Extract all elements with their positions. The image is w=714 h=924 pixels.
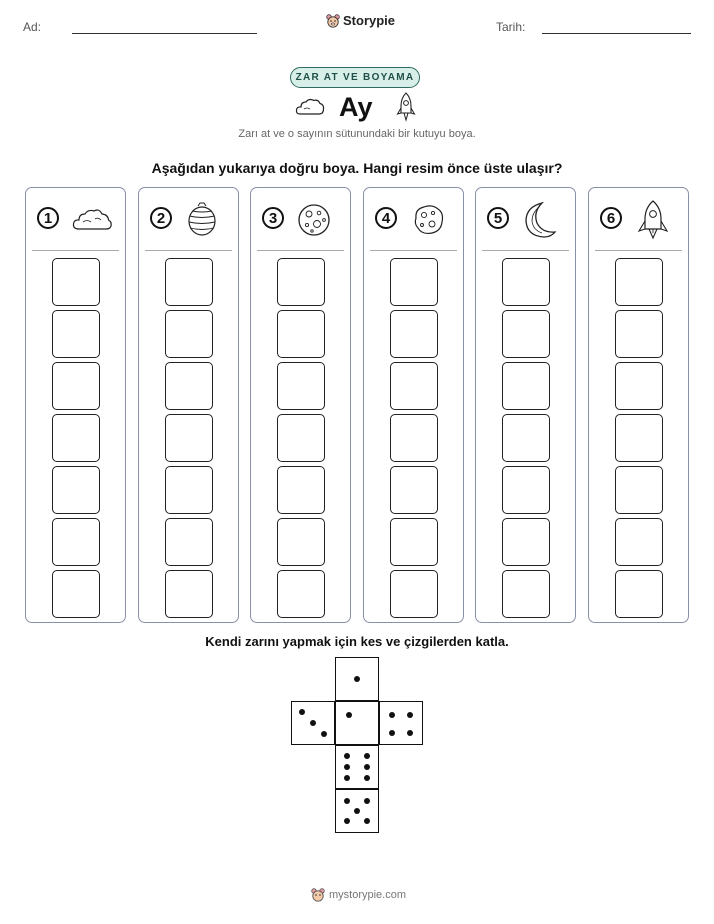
column-4	[363, 187, 464, 623]
column-header	[589, 188, 688, 250]
color-box[interactable]	[165, 570, 213, 618]
column-header	[139, 188, 238, 250]
die-pip	[389, 730, 395, 736]
die-face-right	[379, 701, 423, 745]
color-box[interactable]	[277, 570, 325, 618]
color-box[interactable]	[502, 310, 550, 358]
color-box[interactable]	[277, 362, 325, 410]
color-box[interactable]	[277, 414, 325, 462]
die-pip	[344, 798, 350, 804]
die-pip	[354, 676, 360, 682]
die-pip	[364, 775, 370, 781]
die-pip	[344, 818, 350, 824]
column-header	[251, 188, 350, 250]
die-pip	[344, 764, 350, 770]
die-face-bottom	[335, 789, 379, 833]
color-box[interactable]	[165, 518, 213, 566]
die-face-below-center	[335, 745, 379, 789]
brand-name: Storypie	[343, 13, 396, 28]
die-pip	[344, 775, 350, 781]
column-header	[476, 188, 575, 250]
column-3	[250, 187, 351, 623]
color-box[interactable]	[390, 258, 438, 306]
column-5	[475, 187, 576, 623]
column-header	[364, 188, 463, 250]
column-divider	[32, 250, 119, 251]
color-box[interactable]	[615, 258, 663, 306]
game-instruction: Aşağıdan yukarıya doğru boya. Hangi resim önce üste ulaşır?	[151, 160, 563, 176]
color-box[interactable]	[52, 414, 100, 462]
bear-logo-icon	[311, 888, 325, 902]
die-pip	[299, 709, 305, 715]
color-box[interactable]	[615, 466, 663, 514]
color-box[interactable]	[165, 414, 213, 462]
die-pip	[346, 712, 352, 718]
color-box[interactable]	[165, 310, 213, 358]
color-box[interactable]	[277, 466, 325, 514]
color-box[interactable]	[502, 414, 550, 462]
color-box[interactable]	[390, 570, 438, 618]
column-6	[588, 187, 689, 623]
column-number: 1	[37, 207, 59, 229]
column-number: 5	[487, 207, 509, 229]
color-box[interactable]	[52, 466, 100, 514]
color-box[interactable]	[277, 518, 325, 566]
die-face-top	[335, 657, 379, 701]
color-box[interactable]	[502, 258, 550, 306]
color-box[interactable]	[52, 570, 100, 618]
color-box[interactable]	[165, 258, 213, 306]
color-box[interactable]	[277, 310, 325, 358]
color-box[interactable]	[615, 518, 663, 566]
column-divider	[145, 250, 232, 251]
column-1	[25, 187, 126, 623]
rocket-icon	[633, 200, 677, 240]
die-pip	[364, 818, 370, 824]
die-instruction: Kendi zarını yapmak için kes ve çizgilerden katla.	[205, 634, 509, 649]
color-box[interactable]	[615, 414, 663, 462]
color-box[interactable]	[277, 258, 325, 306]
color-box[interactable]	[502, 466, 550, 514]
die-pip	[354, 808, 360, 814]
color-box[interactable]	[502, 570, 550, 618]
name-line[interactable]	[72, 33, 257, 34]
die-pip	[407, 712, 413, 718]
column-header	[26, 188, 125, 250]
color-box[interactable]	[390, 518, 438, 566]
color-box[interactable]	[615, 362, 663, 410]
color-box[interactable]	[502, 518, 550, 566]
column-divider	[595, 250, 682, 251]
date-label: Tarih:	[496, 20, 526, 34]
die-pip	[364, 764, 370, 770]
color-box[interactable]	[502, 362, 550, 410]
color-box[interactable]	[52, 258, 100, 306]
color-box[interactable]	[615, 570, 663, 618]
bear-logo-icon	[326, 14, 340, 28]
die-pip	[389, 712, 395, 718]
die-pip	[364, 798, 370, 804]
color-box[interactable]	[52, 310, 100, 358]
color-box[interactable]	[165, 466, 213, 514]
die-pip	[321, 731, 327, 737]
color-box[interactable]	[615, 310, 663, 358]
column-number: 2	[150, 207, 172, 229]
column-2	[138, 187, 239, 623]
color-box[interactable]	[390, 466, 438, 514]
color-box[interactable]	[390, 362, 438, 410]
rocket-icon	[396, 92, 416, 122]
color-box[interactable]	[390, 310, 438, 358]
planet-icon	[183, 200, 227, 240]
column-number: 3	[262, 207, 284, 229]
column-divider	[257, 250, 344, 251]
name-label: Ad:	[23, 20, 42, 34]
color-box[interactable]	[390, 414, 438, 462]
column-divider	[482, 250, 569, 251]
date-line[interactable]	[542, 33, 691, 34]
column-number: 4	[375, 207, 397, 229]
die-pip	[407, 730, 413, 736]
brand-logo	[326, 13, 395, 28]
cloud-icon	[295, 97, 325, 117]
die-pip	[364, 753, 370, 759]
column-number: 6	[600, 207, 622, 229]
die-pip	[344, 753, 350, 759]
activity-badge: ZAR AT VE BOYAMA	[290, 67, 420, 88]
page-title: Ay	[339, 92, 373, 122]
title-row	[0, 92, 714, 124]
color-box[interactable]	[52, 518, 100, 566]
full-moon-icon	[295, 200, 339, 240]
cloud-icon	[70, 200, 114, 240]
color-box[interactable]	[165, 362, 213, 410]
color-box[interactable]	[52, 362, 100, 410]
crescent-moon-icon	[520, 200, 564, 240]
page-subtitle: Zarı at ve o sayının sütunundaki bir kutuyu boya.	[238, 128, 476, 140]
footer	[311, 888, 406, 902]
die-pip	[310, 720, 316, 726]
footer-url[interactable]: mystorypie.com	[329, 889, 407, 901]
die-face-center	[335, 701, 379, 745]
column-divider	[370, 250, 457, 251]
die-face-left	[291, 701, 335, 745]
asteroid-icon	[408, 200, 452, 240]
